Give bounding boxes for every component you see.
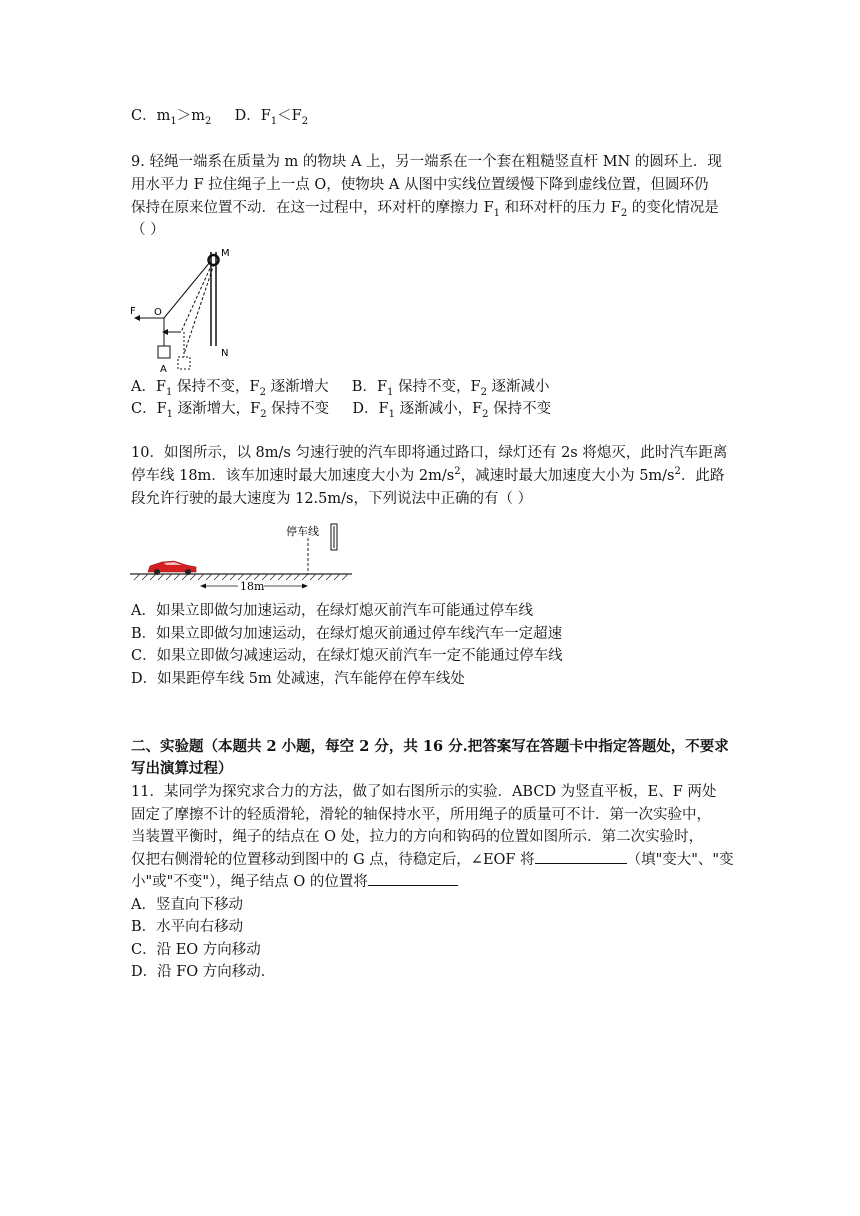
q11-line-1: 11．某同学为探究求合力的方法，做了如右图所示的实验．ABCD 为竖直平板，E、F 两处 (131, 784, 717, 800)
q10-figure (130, 516, 355, 596)
distance-arrow-right-icon (302, 584, 308, 589)
label-o: O (154, 307, 162, 318)
section-2-heading-line-1: 二、实验题（本题共 2 小题，每空 2 分，共 16 分.把答案写在答题卡中指定答题处，不要求 (131, 738, 729, 755)
block-a-dashed (178, 357, 190, 369)
q9-line-3-sub2: 2 (620, 207, 628, 219)
q11-opt-d: D．沿 FO 方向移动． (131, 964, 276, 980)
q9-opt-b-s2: 2 (480, 386, 487, 398)
q11-line-4 (131, 849, 734, 871)
q10-opt-b: B．如果立即做匀加速运动，在绿灯熄灭前通过停车线汽车一定超速 (131, 626, 563, 642)
q9-opt-b-3: 逐渐减小 (486, 379, 550, 395)
q8-opt-c-sub2: 2 (204, 115, 212, 127)
q10-line-3: 段允许行驶的最大速度为 12.5m/s，下列说法中正确的有（ ） (131, 491, 533, 507)
q9-line-4: （ ） (131, 222, 165, 238)
label-a: A (160, 364, 167, 374)
q8-opt-d-sub1: 1 (270, 115, 278, 127)
q9-options-ab (131, 376, 550, 398)
label-m: M (221, 248, 230, 259)
q9-opt-c-1: C．F (131, 401, 167, 417)
q9-opt-b-1: B．F (351, 379, 388, 395)
q8-opt-c-sub1: 1 (170, 115, 177, 127)
ring-icon (209, 255, 219, 265)
q9-opt-d-2: 逐渐减小，F (394, 401, 483, 417)
q11-line-4-b: （填"变大"、"变 (626, 852, 734, 868)
q9-opt-a-s1: 1 (166, 386, 173, 398)
q9-opt-d-s1: 1 (388, 408, 395, 420)
car-icon (148, 561, 196, 575)
q10-line-2-sup1: 2 (454, 466, 461, 478)
q11-opt-a: A．竖直向下移动 (131, 897, 243, 913)
q11-line-2: 固定了摩擦不计的轻质滑轮，滑轮的轴保持水平，所用绳子的质量可不计．第一次实验中， (131, 807, 711, 823)
q9-opt-b-s1: 1 (387, 386, 394, 398)
q9-opt-a-3: 逐渐增大 (265, 379, 329, 395)
q9-opt-a-2: 保持不变，F (172, 379, 260, 395)
q11-line-5-a: 小"或"不变"），绳子结点 O 的位置将 (131, 874, 368, 890)
q11-opt-c: C．沿 EO 方向移动 (131, 942, 261, 958)
q9-opt-c-3: 保持不变 (266, 401, 330, 417)
q10-opt-d: D．如果距停车线 5m 处减速，汽车能停在停车线处 (131, 671, 465, 687)
label-f: F (130, 306, 136, 317)
answer-blank-1[interactable] (535, 849, 627, 864)
q11-opt-b: B．水平向右移动 (131, 919, 244, 935)
block-a (158, 346, 170, 358)
q10-opt-a: A．如果立即做匀加速运动，在绿灯熄灭前汽车可能通过停车线 (131, 603, 533, 619)
q9-opt-a-s2: 2 (259, 386, 266, 398)
section-2-heading-line-2: 写出演算过程） (131, 760, 233, 777)
q8-opt-c-mid: ＞m (176, 108, 205, 124)
q8-opt-c-label: C．m (131, 108, 171, 124)
q10-line-2 (131, 465, 724, 487)
q8-options-cd (131, 105, 308, 127)
q10-line-2-b: ，减速时最大加速度大小为 5m/s (460, 468, 675, 484)
q9-opt-d-3: 保持不变 (488, 401, 552, 417)
q9-opt-c-2: 逐渐增大，F (173, 401, 261, 417)
q11-line-3: 当装置平衡时，绳子的结点在 O 处，拉力的方向和钩码的位置如图所示．第二次实验时， (131, 829, 704, 845)
q11-line-4-a: 仅把右侧滑轮的位置移动到图中的 G 点，待稳定后，∠EOF 将 (131, 852, 535, 868)
q10-line-1: 10．如图所示，以 8m/s 匀速行驶的汽车即将通过路口，绿灯还有 2s 将熄灭，此时汽车距离 (131, 445, 728, 461)
q9-line-3-a: 保持在原来位置不动．在这一过程中，环对杆的摩擦力 F (131, 200, 494, 216)
label-n: N (221, 348, 229, 359)
q9-opt-d-s2: 2 (482, 408, 489, 420)
new-force-arrowhead-icon (162, 329, 168, 335)
q11-line-5 (131, 871, 458, 893)
q9-line-2: 用水平力 F 拉住绳子上一点 O，使物块 A 从图中实线位置缓慢下降到虚线位置，但圆环仍 (131, 177, 709, 193)
q8-opt-d-mid: ＜F (277, 108, 302, 124)
q9-line-3-sub1: 1 (493, 207, 501, 219)
q9-opt-d-1: D．F (352, 401, 389, 417)
q10-opt-c: C．如果立即做匀减速运动，在绿灯熄灭前汽车一定不能通过停车线 (131, 648, 563, 664)
answer-blank-2[interactable] (368, 871, 458, 886)
q9-line-3-b: 和环对杆的压力 F (500, 200, 621, 216)
q8-opt-d-label: D．F (234, 108, 271, 124)
q9-line-1: 9. 轻绳一端系在质量为 m 的物块 A 上，另一端系在一个套在粗糙竖直杆 MN 的圆环上．现 (131, 154, 722, 170)
q10-line-2-a: 停车线 18m．该车加速时最大加速度大小为 2m/s (131, 468, 455, 484)
q9-opt-b-2: 保持不变，F (393, 379, 481, 395)
q9-line-3 (131, 197, 719, 219)
q9-figure (126, 242, 246, 374)
distance-label: 18m (240, 580, 265, 593)
q10-line-2-sup2: 2 (674, 466, 681, 478)
q10-line-2-c: ．此路 (680, 468, 725, 484)
q9-opt-c-s1: 1 (166, 408, 174, 420)
rope-dashed-2 (184, 264, 214, 354)
distance-arrow-left-icon (200, 584, 206, 589)
q9-opt-a-1: A．F (131, 379, 167, 395)
q8-opt-d-sub2: 2 (301, 115, 309, 127)
rope-solid (164, 262, 210, 318)
q9-options-cd (131, 398, 551, 420)
q9-opt-c-s2: 2 (260, 408, 267, 420)
stop-line-label: 停车线 (286, 525, 319, 538)
rope-dashed-1 (181, 264, 212, 332)
q9-line-3-c: 的变化情况是 (627, 200, 719, 216)
